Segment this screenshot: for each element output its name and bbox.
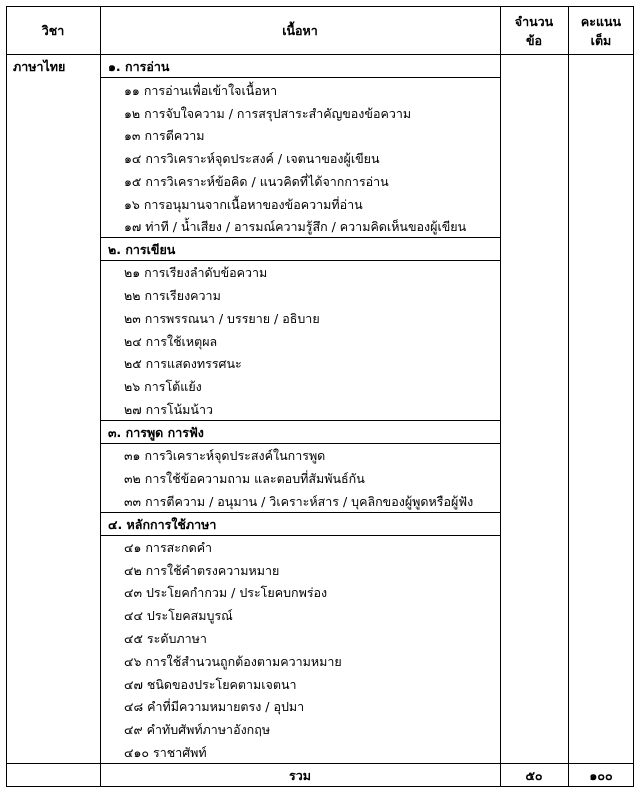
list-item: ๔๒ การใช้คำตรงความหมาย xyxy=(124,563,280,578)
header-content: เนื้อหา xyxy=(282,23,318,38)
list-item: ๔๕ ระดับภาษา xyxy=(124,631,207,646)
list-item: ๔๗ ชนิดของประโยคตามเจตนา xyxy=(124,677,297,692)
list-item: ๔๑ การสะกดคำ xyxy=(124,540,213,555)
section-divider xyxy=(100,260,501,261)
header-count-line1: จำนวน xyxy=(514,14,554,29)
list-item: ๑๑ การอ่านเพื่อเข้าใจเนื้อหา xyxy=(124,83,278,98)
list-item: ๔๖ การใช้สำนวนถูกต้องตามความหมาย xyxy=(124,654,342,669)
list-item: ๔๘ คำที่มีความหมายตรง / อุปมา xyxy=(124,699,305,714)
list-item: ๒๕ การแสดงทรรศนะ xyxy=(124,356,242,371)
list-item: ๒๓ การพรรณนา / บรรยาย / อธิบาย xyxy=(124,311,320,326)
list-item: ๔๔ ประโยคสมบูรณ์ xyxy=(124,608,233,623)
list-item: ๒๒ การเรียงความ xyxy=(124,288,221,303)
column-divider xyxy=(100,6,101,787)
header-score-line2: เต็ม xyxy=(590,33,612,48)
section-divider xyxy=(100,535,501,536)
total-label: รวม xyxy=(289,768,311,783)
list-item: ๑๖ การอนุมานจากเนื้อหาของข้อความที่อ่าน xyxy=(124,197,363,212)
subject-name: ภาษาไทย xyxy=(13,59,66,74)
section-divider xyxy=(100,512,501,513)
header-divider xyxy=(6,54,634,55)
section-title-reading: ๑. การอ่าน xyxy=(108,59,170,74)
section-divider xyxy=(100,420,501,421)
column-divider xyxy=(500,6,501,787)
table-border-left xyxy=(6,6,7,787)
list-item: ๓๒ การใช้ข้อความถาม และตอบที่สัมพันธ์กัน xyxy=(124,471,365,486)
exam-blueprint-table xyxy=(6,6,634,787)
list-item: ๑๕ การวิเคราะห์ข้อคิด / แนวคิดที่ได้จากการอ่าน xyxy=(124,174,389,189)
list-item: ๑๔ การวิเคราะห์จุดประสงค์ / เจตนาของผู้เขียน xyxy=(124,151,380,166)
list-item: ๑๗ ท่าที / น้ำเสียง / อารมณ์ความรู้สึก / ความคิดเห็นของผู้เขียน xyxy=(124,219,467,234)
table-border-right xyxy=(633,6,634,787)
section-title-language-usage: ๔. หลักการใช้ภาษา xyxy=(108,517,217,532)
total-count: ๕๐ xyxy=(525,768,543,783)
total-divider xyxy=(6,763,634,764)
header-subject: วิชา xyxy=(41,23,65,38)
list-item: ๑๓ การตีความ xyxy=(124,128,205,143)
list-item: ๒๗ การโน้มน้าว xyxy=(124,402,213,417)
section-title-speaking-listening: ๓. การพูด การฟัง xyxy=(108,425,204,440)
section-divider xyxy=(100,237,501,238)
header-count-line2: ข้อ xyxy=(525,33,543,48)
list-item: ๔๓ ประโยคกำกวม / ประโยคบกพร่อง xyxy=(124,585,328,600)
list-item: ๒๖ การโต้แย้ง xyxy=(124,379,202,394)
section-title-writing: ๒. การเขียน xyxy=(108,242,176,257)
list-item: ๒๑ การเรียงลำดับข้อความ xyxy=(124,265,268,280)
list-item: ๑๒ การจับใจความ / การสรุปสาระสำคัญของข้อความ xyxy=(124,106,412,121)
section-divider xyxy=(100,77,501,78)
list-item: ๔๑๐ ราชาศัพท์ xyxy=(124,745,207,760)
header-score-line1: คะแนน xyxy=(580,14,622,29)
list-item: ๓๑ การวิเคราะห์จุดประสงค์ในการพูด xyxy=(124,448,326,463)
list-item: ๒๔ การใช้เหตุผล xyxy=(124,334,218,349)
column-divider xyxy=(568,6,569,787)
total-score: ๑๐๐ xyxy=(589,768,613,783)
section-divider xyxy=(100,443,501,444)
list-item: ๔๙ คำทับศัพท์ภาษาอังกฤษ xyxy=(124,722,271,737)
list-item: ๓๓ การตีความ / อนุมาน / วิเคราะห์สาร / บุคลิกของผู้พูดหรือผู้ฟัง xyxy=(124,494,474,509)
